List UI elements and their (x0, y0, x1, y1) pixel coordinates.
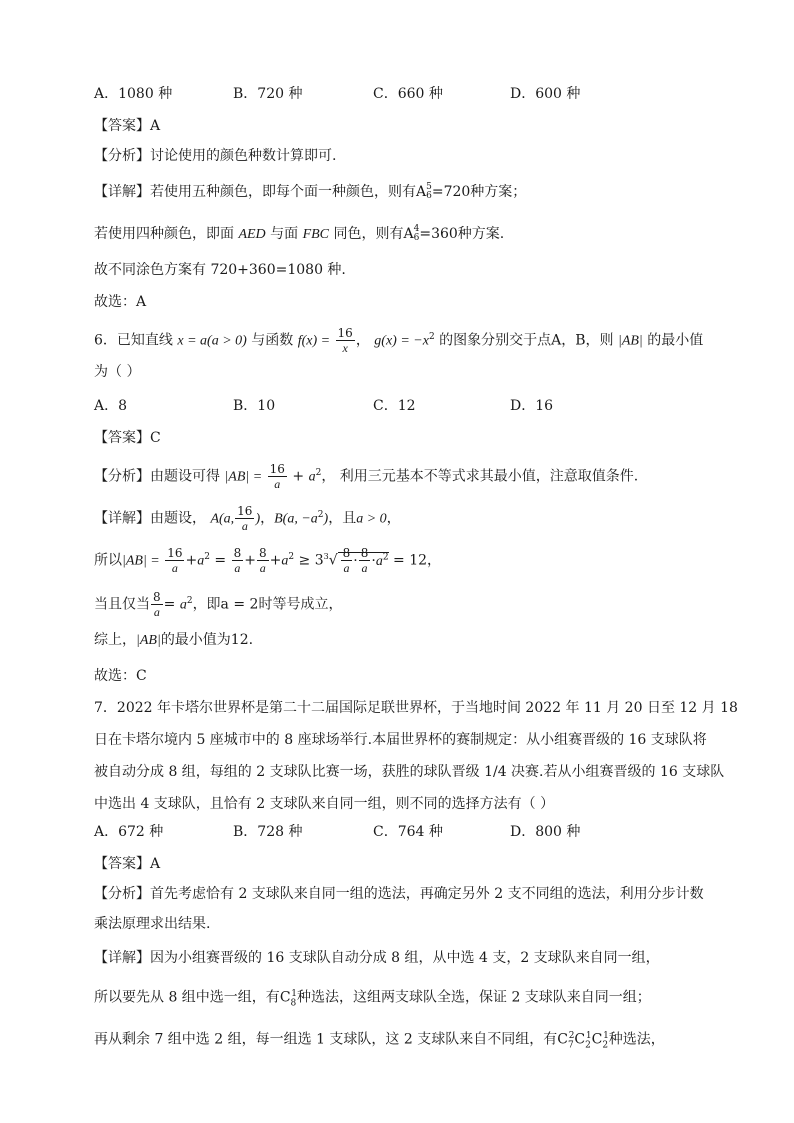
option-b: B．720 种 (233, 86, 303, 102)
q6-stem-1: 6．已知直线 x = a(a > 0) 与函数 f(x) = $\frac{16}{x}$ ， $g(x) = -x^2$ 的图象分别交于点A，B，则 |AB| 的最小值 (94, 326, 704, 355)
face-fbc: FBC (302, 227, 330, 242)
ab-abs: |AB| (617, 333, 643, 349)
detail-text: 所以 (94, 552, 122, 569)
fraction-16-x: $\frac{16}{x}$ (337, 326, 353, 355)
stem-text: 与函数 (251, 332, 294, 349)
q6-stem-2: 为（ ） (94, 364, 141, 380)
analysis-text: 由题设可得 (150, 468, 220, 485)
answer-value: A (150, 856, 161, 872)
analysis-text: 利用三元基本不等式求其最小值，注意取值条件. (339, 468, 639, 485)
answer-tag: 【答案】 (94, 856, 150, 872)
option-b: B．10 (233, 398, 276, 414)
q5-analysis (94, 146, 714, 166)
detail-text: ，且 (328, 510, 357, 527)
q7-stem-3: 被自动分成 8 组，每组的 2 支球队比赛一场，获胜的球队晋级 1/4 决赛.若从小组赛晋级的 16 支球队 (94, 764, 725, 780)
detail-text: 同色，则有A (333, 226, 414, 242)
detail-text: 与面 (270, 226, 299, 242)
option-a: A．8 (94, 398, 128, 414)
q7-stem-2: 日在卡塔尔境内 5 座城市中的 8 座球场举行.本届世界杯的赛制规定：从小组赛晋级的 16 支球队将 (94, 732, 707, 748)
stem-text: ， (355, 332, 370, 349)
option-c: C．660 种 (373, 86, 443, 102)
perm-index: 5 6 (426, 182, 432, 201)
q7-answer (94, 854, 714, 874)
analysis-text: 首先考虑恰有 2 支球队来自同一组的选法，再确定另外 2 支不同组的选法，利用分步计数 (150, 886, 704, 902)
option-d: D．800 种 (510, 824, 581, 840)
option-a: A．672 种 (94, 824, 164, 840)
q5-choose: 故选：A (94, 294, 147, 310)
g-eq: g(x) = −x (374, 333, 429, 349)
stem-text: 6．已知直线 (94, 332, 173, 349)
detail-tag: 【详解】 (94, 510, 150, 527)
detail-tag: 【详解】 (94, 184, 150, 200)
detail-text: ，即a = 2时等号成立， (192, 596, 343, 613)
q7-stem-4: 中选出 4 支球队，且恰有 2 支球队来自同一组，则不同的选择方法有（ ） (94, 796, 555, 812)
answer-value: A (150, 118, 161, 134)
q7-analysis-1 (94, 884, 714, 904)
answer-value: C (150, 430, 161, 446)
detail-text: 种选法， (608, 1031, 665, 1048)
q6-detail-1: 【详解】由题设， A(a, $\frac{16}{a}$ )，B(a, $-a^2$)，且a > 0， (94, 504, 401, 533)
detail-text: 由题设， (150, 510, 206, 527)
line-eq: x = a(a > 0) (177, 333, 247, 349)
perm-index: 4 6 (413, 224, 420, 243)
detail-text: 综上， (94, 632, 136, 648)
q7-detail-2: 所以要先从 8 组中选一组，有$C_8^1$种选法，这组两支球队全选，保证 2 支球队来自同一组； (94, 989, 651, 1009)
q7-detail-1 (94, 948, 714, 968)
detail-text-b: =720种方案； (431, 184, 527, 200)
q7-analysis-2: 乘法原理求出结果. (94, 916, 211, 932)
q6-answer (94, 428, 714, 448)
detail-text: 的最小值为12. (160, 632, 254, 648)
q7-stem-1: 7．2022 年卡塔尔世界杯是第二十二届国际足联世界杯，于当地时间 2022 年 11 月 20 日至 12 月 18 (94, 700, 738, 716)
q6-detail-4: 综上，|AB|的最小值为12. (94, 632, 254, 648)
detail-tag: 【详解】 (94, 950, 150, 966)
q5-detail-2 (94, 224, 714, 245)
q7-detail-3: 再从剩余 7 组中选 2 组，每一组选 1 支球队，这 2 支球队来自不同组，有$C_7^2C_2^1C_2^1$种选法， (94, 1031, 665, 1051)
q6-choose: 故选：C (94, 668, 147, 684)
stem-text: 的最小值 (647, 332, 704, 349)
detail-text: =360种方案. (419, 226, 505, 242)
q6-detail-3: 当且仅当 $\frac{8}{a}$ = $a^2$，即a = 2时等号成立， (94, 590, 343, 619)
analysis-tag: 【分析】 (94, 148, 150, 164)
detail-text: 因为小组赛晋级的 16 支球队自动分成 8 组，从中选 4 支，2 支球队来自同一组， (150, 950, 660, 966)
detail-text: 若使用五种颜色，即每个面一种颜色，则有A (150, 184, 427, 200)
answer-tag: 【答案】 (94, 430, 150, 446)
option-c: C．12 (373, 398, 416, 414)
analysis-text: 讨论使用的颜色种数计算即可. (150, 148, 337, 164)
detail-text: 当且仅当 (94, 596, 150, 613)
q6-detail-2: 所以|AB| = $\frac{16}{a}$ $+a^2$ = $\frac{8}{a}$ + $\frac{8}{a}$ $+a^2 \ge 3^3√$ $\frac{8}{a}$ · $\frac{8}{a}$ $\cdot a^2 = 12$， (94, 546, 442, 575)
stem-text: 的图象分别交于点A，B，则 (439, 332, 614, 349)
face-aed: AED (238, 227, 266, 242)
q5-detail-3: 故不同涂色方案有 720+360=1080 种. (94, 262, 346, 278)
option-d: D．600 种 (510, 86, 581, 102)
q5-detail-1 (94, 182, 714, 202)
detail-text: 种选法，这组两支球队全选，保证 2 支球队来自同一组； (297, 989, 651, 1006)
q5-answer (94, 116, 714, 136)
detail-text: 再从剩余 7 组中选 2 组，每一组选 1 支球队，这 2 支球队来自不同组，有 (94, 1031, 558, 1048)
analysis-tag: 【分析】 (94, 886, 150, 902)
option-d: D．16 (510, 398, 554, 414)
option-a: A．1080 种 (94, 86, 173, 102)
option-b: B．728 种 (233, 824, 303, 840)
analysis-tag: 【分析】 (94, 468, 150, 485)
f-eq: f(x) = (297, 333, 331, 349)
q6-analysis: 【分析】由题设可得 |AB| = $\frac{16}{a}$ + $a^2$， 利用三元基本不等式求其最小值，注意取值条件. (94, 462, 639, 491)
answer-tag: 【答案】 (94, 118, 150, 134)
detail-text: 所以要先从 8 组中选一组，有 (94, 989, 280, 1006)
detail-text: 若使用四种颜色，即面 (94, 226, 234, 242)
option-c: C．764 种 (373, 824, 443, 840)
